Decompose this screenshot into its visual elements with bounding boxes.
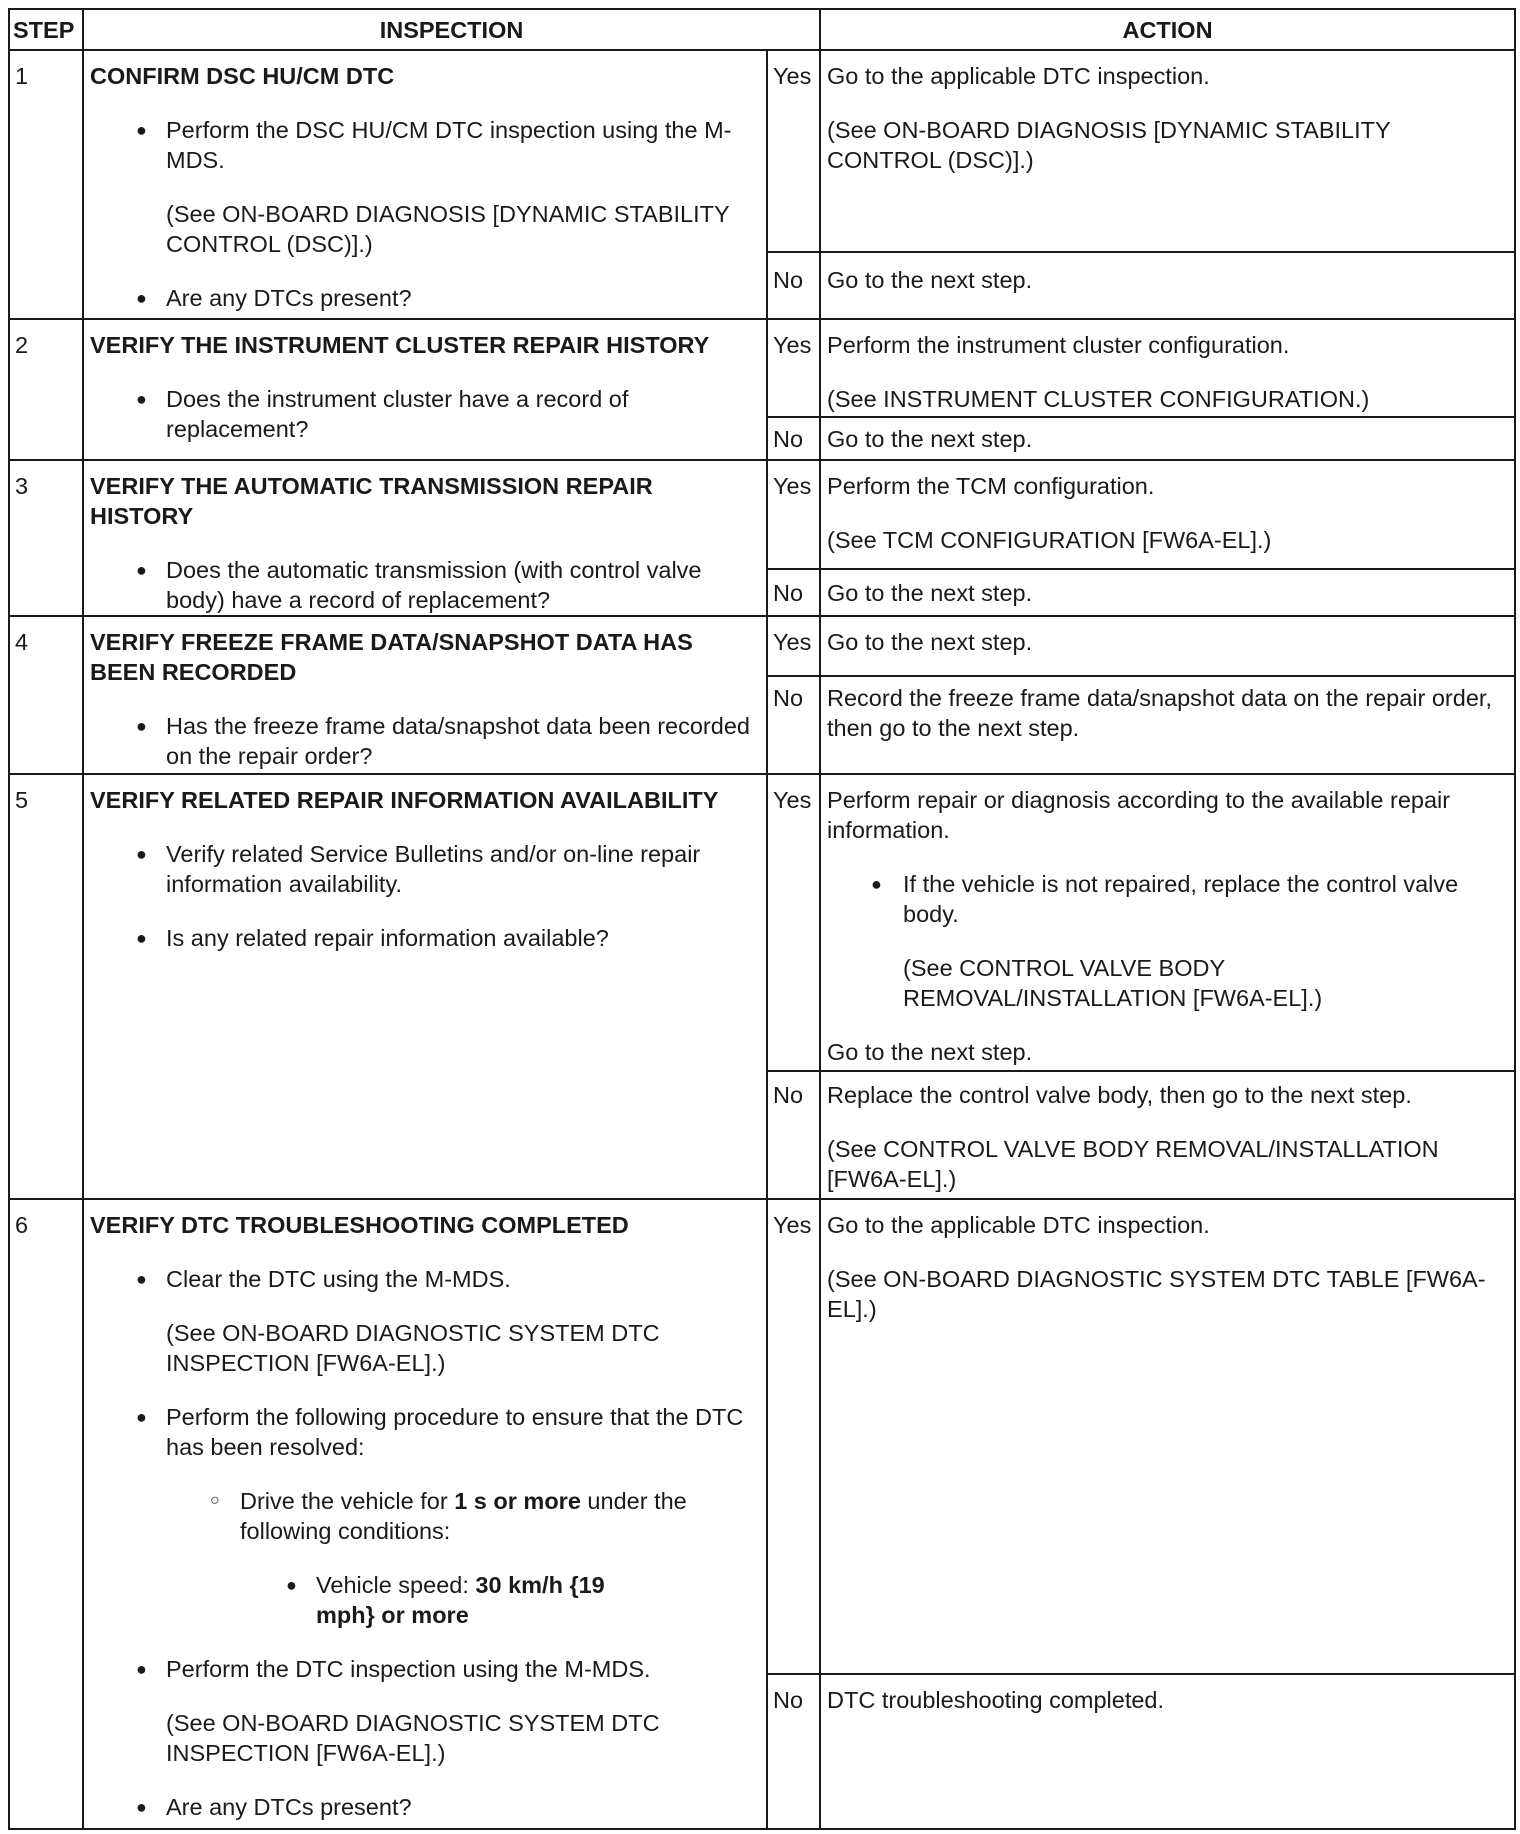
bullet-text: Perform the DTC inspection using the M-MDS. (166, 1656, 651, 1682)
bullet-item (90, 1654, 760, 1684)
bullet-item (90, 555, 760, 615)
action-no: Go to the next step. (820, 417, 1515, 460)
sub-bullet-text: Drive the vehicle for 1 s or more under the following conditions: (240, 1488, 687, 1544)
step-inspection (83, 319, 767, 460)
no-label: No (767, 1071, 820, 1199)
bullet-icon: ● (871, 874, 882, 894)
action-no: Record the freeze frame data/snapshot data on the repair order, then go to the next step. (820, 676, 1515, 774)
action-yes (820, 774, 1515, 1071)
step-title: VERIFY THE INSTRUMENT CLUSTER REPAIR HISTORY (90, 332, 710, 358)
reference-note: (See CONTROL VALVE BODY REMOVAL/INSTALLATION [FW6A-EL].) (903, 955, 1323, 1011)
action-text: Replace the control valve body, then go to the next step. (827, 1082, 1412, 1108)
header-action: ACTION (820, 9, 1515, 50)
bullet-icon: ● (136, 560, 147, 580)
yes-label: Yes (767, 50, 820, 252)
step-5-row-yes (9, 774, 1515, 1071)
step-inspection (83, 50, 767, 319)
step-number: 5 (9, 774, 83, 1199)
no-label: No (767, 1674, 820, 1829)
bullet-icon: ● (136, 928, 147, 948)
sub-sub-bullet-text: Vehicle speed: 30 km/h {19 mph} or more (316, 1572, 605, 1628)
step-title: VERIFY DTC TROUBLESHOOTING COMPLETED (90, 1212, 629, 1238)
bullet-item (90, 283, 760, 313)
step-inspection (83, 774, 767, 1199)
bullet-icon: ● (136, 389, 147, 409)
bullet-item (90, 115, 760, 175)
step-inspection (83, 616, 767, 774)
reference-note: (See CONTROL VALVE BODY REMOVAL/INSTALLATION [FW6A-EL].) (827, 1136, 1439, 1192)
action-text: Go to the applicable DTC inspection. (827, 1212, 1210, 1238)
bullet-text: Perform the following procedure to ensure that the DTC has been resolved: (166, 1404, 744, 1460)
bullet-text: Perform the DSC HU/CM DTC inspection using the M-MDS. (166, 117, 732, 173)
no-label: No (767, 676, 820, 774)
step-6-row-yes (9, 1199, 1515, 1674)
step-title: VERIFY FREEZE FRAME DATA/SNAPSHOT DATA HAS BEEN RECORDED (90, 629, 693, 685)
reference-note: (See ON-BOARD DIAGNOSTIC SYSTEM DTC INSPECTION [FW6A-EL].) (166, 1710, 660, 1766)
bullet-icon: ● (136, 716, 147, 736)
bullet-item (90, 1792, 760, 1822)
reference-note: (See TCM CONFIGURATION [FW6A-EL].) (827, 527, 1272, 553)
reference-note: (See ON-BOARD DIAGNOSIS [DYNAMIC STABILITY CONTROL (DSC)].) (166, 201, 730, 257)
header-row (9, 9, 1515, 50)
bullet-icon: ● (136, 844, 147, 864)
step-title: VERIFY RELATED REPAIR INFORMATION AVAILABILITY (90, 787, 719, 813)
step-number: 4 (9, 616, 83, 774)
action-text: Perform repair or diagnosis according to the available repair information. (827, 787, 1451, 843)
step-number: 3 (9, 460, 83, 616)
bullet-text: Clear the DTC using the M-MDS. (166, 1266, 511, 1292)
bullet-icon: ● (136, 120, 147, 140)
step-number: 2 (9, 319, 83, 460)
no-label: No (767, 417, 820, 460)
bullet-text: Has the freeze frame data/snapshot data been recorded on the repair order? (166, 713, 750, 769)
action-yes (820, 319, 1515, 417)
bullet-text: Does the instrument cluster have a record of replacement? (166, 386, 629, 442)
bullet-icon: ● (136, 1407, 147, 1427)
yes-label: Yes (767, 319, 820, 417)
no-label: No (767, 252, 820, 319)
action-text: Perform the TCM configuration. (827, 473, 1155, 499)
reference-note: (See ON-BOARD DIAGNOSTIC SYSTEM DTC TABLE [FW6A-EL].) (827, 1266, 1486, 1322)
bullet-text: Does the automatic transmission (with control valve body) have a record of replacement? (166, 557, 702, 613)
bullet-item (90, 711, 760, 771)
header-step: STEP (9, 9, 83, 50)
bullet-icon: ● (136, 288, 147, 308)
action-yes (820, 460, 1515, 569)
step-number: 6 (9, 1199, 83, 1829)
troubleshooting-table (8, 8, 1516, 1830)
step-title: VERIFY THE AUTOMATIC TRANSMISSION REPAIR HISTORY (90, 473, 653, 529)
action-no (820, 1071, 1515, 1199)
bullet-item (90, 1402, 760, 1462)
reference-note: (See ON-BOARD DIAGNOSIS [DYNAMIC STABILITY CONTROL (DSC)].) (827, 117, 1391, 173)
step-inspection (83, 1199, 767, 1829)
hollow-bullet-icon: ○ (210, 1492, 220, 1509)
step-3-row-yes (9, 460, 1515, 569)
action-text: Perform the instrument cluster configuration. (827, 332, 1290, 358)
bullet-icon: ● (286, 1575, 297, 1595)
bullet-item (827, 869, 1508, 929)
bullet-text: Is any related repair information available? (166, 925, 609, 951)
yes-label: Yes (767, 460, 820, 569)
step-2-row-yes (9, 319, 1515, 417)
yes-label: Yes (767, 616, 820, 676)
yes-label: Yes (767, 774, 820, 1071)
reference-note: (See ON-BOARD DIAGNOSTIC SYSTEM DTC INSPECTION [FW6A-EL].) (166, 1320, 660, 1376)
bullet-item (90, 839, 760, 899)
step-4-row-yes (9, 616, 1515, 676)
yes-label: Yes (767, 1199, 820, 1674)
action-no: Go to the next step. (820, 252, 1515, 319)
bullet-text: If the vehicle is not repaired, replace the control valve body. (903, 871, 1459, 927)
action-yes (820, 616, 1515, 676)
bullet-text: Verify related Service Bulletins and/or on-line repair information availability. (166, 841, 701, 897)
bullet-text: Are any DTCs present? (166, 285, 412, 311)
bullet-text: Are any DTCs present? (166, 1794, 412, 1820)
step-number: 1 (9, 50, 83, 319)
action-text: Go to the applicable DTC inspection. (827, 63, 1210, 89)
action-no: Go to the next step. (820, 569, 1515, 616)
reference-note: (See INSTRUMENT CLUSTER CONFIGURATION.) (827, 386, 1370, 412)
bullet-item (90, 1264, 760, 1294)
action-yes (820, 50, 1515, 252)
action-yes (820, 1199, 1515, 1674)
bullet-icon: ● (136, 1797, 147, 1817)
action-no: DTC troubleshooting completed. (820, 1674, 1515, 1829)
step-title: CONFIRM DSC HU/CM DTC (90, 63, 395, 89)
header-inspection: INSPECTION (83, 9, 820, 50)
sub-bullet-item (90, 1486, 760, 1546)
bullet-icon: ● (136, 1659, 147, 1679)
no-label: No (767, 569, 820, 616)
action-text: Go to the next step. (827, 1039, 1033, 1065)
step-1-row-yes (9, 50, 1515, 252)
bullet-item (90, 384, 760, 444)
sub-sub-bullet-item (90, 1570, 760, 1630)
bullet-item (90, 923, 760, 953)
bullet-icon: ● (136, 1269, 147, 1289)
step-inspection (83, 460, 767, 616)
action-text: Go to the next step. (827, 629, 1033, 655)
